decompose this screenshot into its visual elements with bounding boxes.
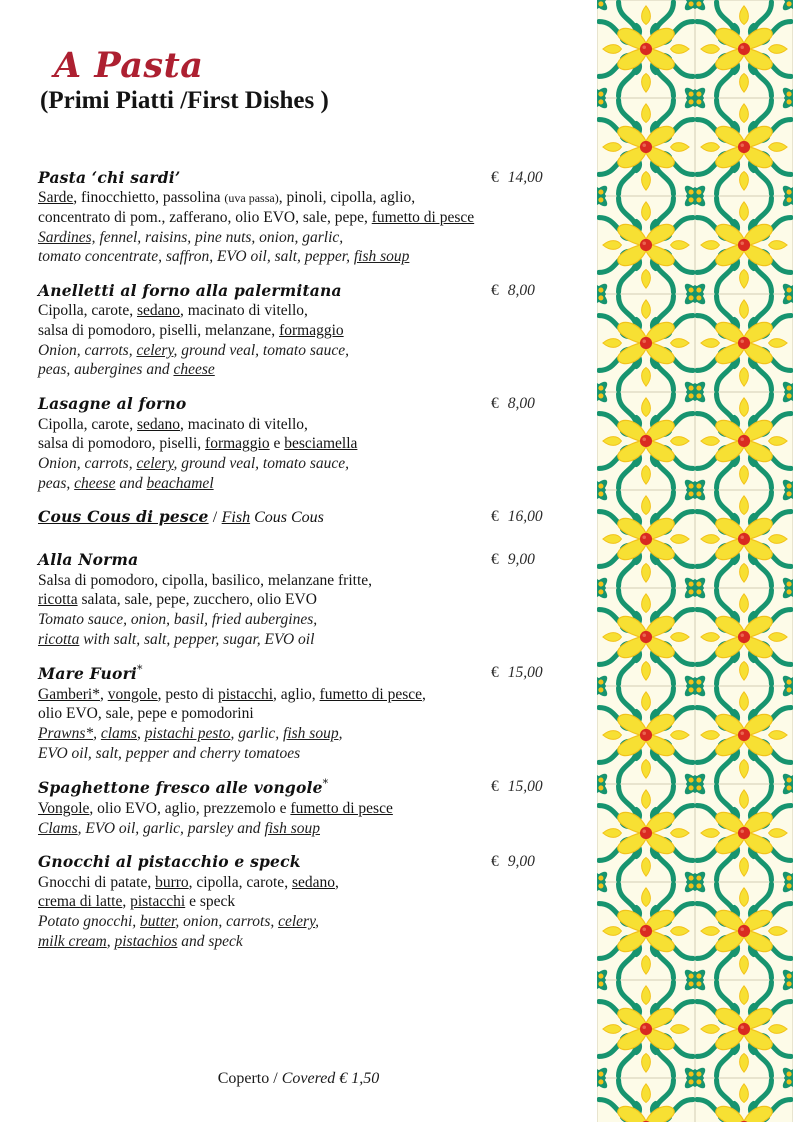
dish-header bbox=[38, 507, 563, 528]
dish-name-text: Spaghettone fresco alle vongole bbox=[38, 778, 323, 798]
dish-header bbox=[38, 777, 563, 798]
dish-header bbox=[38, 550, 563, 569]
majolica-tile bbox=[597, 294, 695, 392]
dish-name-en: Fish Cous Cous bbox=[221, 509, 324, 527]
dish-header bbox=[38, 852, 563, 871]
dish-name-text: Alla Norma bbox=[38, 550, 139, 570]
currency-symbol: € bbox=[491, 778, 499, 796]
dish-name bbox=[38, 394, 186, 413]
price-value: 15,00 bbox=[507, 778, 543, 796]
dish-description-en: Clams, EVO oil, garlic, parsley and fish soup bbox=[38, 819, 320, 837]
dish-item bbox=[38, 663, 563, 763]
price-value: 14,00 bbox=[507, 169, 543, 186]
dish-item bbox=[38, 168, 563, 267]
dish-name-text: Gnocchi al pistacchio e speck bbox=[38, 852, 301, 872]
currency-symbol: € bbox=[491, 508, 499, 526]
dish-description-it: Gnocchi di patate, burro, cipolla, carote, sedano, crema di latte, pistacchi e speck bbox=[38, 873, 339, 911]
dish-price bbox=[491, 281, 563, 300]
dish-price bbox=[491, 168, 563, 187]
majolica-tile bbox=[695, 392, 793, 490]
dish-price bbox=[491, 852, 563, 871]
allergen-asterisk: * bbox=[137, 663, 143, 677]
cover-charge-note bbox=[0, 1070, 597, 1088]
dish-header bbox=[38, 394, 563, 413]
currency-symbol: € bbox=[491, 853, 499, 871]
dish-description-en: Sardines, fennel, raisins, pine nuts, onion, garlic, tomato concentrate, saffron, EVO oil, salt, pepper, fish soup bbox=[38, 228, 410, 266]
dish-name bbox=[38, 663, 143, 684]
dish-name-text: Pasta ‘chi sardi’ bbox=[38, 168, 181, 187]
dish-name-text: Anelletti al forno alla palermitana bbox=[38, 281, 342, 301]
dish-name-text: Cous Cous di pesce bbox=[38, 507, 209, 527]
dish-price bbox=[491, 550, 563, 569]
currency-symbol: € bbox=[491, 551, 499, 569]
currency-symbol: € bbox=[491, 395, 499, 413]
dish-description-it: Cipolla, carote, sedano, macinato di vitello, salsa di pomodoro, piselli, melanzane, formaggio bbox=[38, 302, 344, 340]
dish-description-it: Vongole, olio EVO, aglio, prezzemolo e fumetto di pesce bbox=[38, 800, 393, 817]
dish-header bbox=[38, 168, 563, 187]
majolica-tile bbox=[695, 196, 793, 294]
dish-description-en: Onion, carrots, celery, ground veal, tomato sauce, peas, cheese and beachamel bbox=[38, 454, 349, 492]
majolica-tile bbox=[695, 294, 793, 392]
majolica-tile bbox=[695, 882, 793, 980]
majolica-tile bbox=[597, 0, 695, 98]
dish-item bbox=[38, 394, 563, 493]
majolica-tile bbox=[597, 392, 695, 490]
name-separator: / bbox=[208, 509, 222, 527]
majolica-tile bbox=[695, 980, 793, 1078]
majolica-tile bbox=[695, 0, 793, 98]
majolica-tile bbox=[597, 1078, 695, 1122]
decorative-tile-column bbox=[597, 0, 793, 1122]
page-title: A Pasta bbox=[54, 45, 204, 86]
price-value: 15,00 bbox=[507, 664, 543, 682]
dish-price bbox=[491, 777, 563, 796]
currency-symbol: € bbox=[491, 169, 499, 186]
majolica-tile bbox=[597, 98, 695, 196]
dish-item bbox=[38, 777, 563, 838]
dish-name bbox=[38, 777, 328, 798]
majolica-tile bbox=[695, 98, 793, 196]
majolica-tile bbox=[695, 490, 793, 588]
dish-name-text: Mare Fuori bbox=[38, 664, 138, 684]
majolica-tile bbox=[597, 980, 695, 1078]
page-subtitle: (Primi Piatti /First Dishes ) bbox=[40, 86, 329, 114]
dish-description-en: Onion, carrots, celery, ground veal, tomato sauce, peas, aubergines and cheese bbox=[38, 341, 349, 379]
dish-description-it: Gamberi*, vongole, pesto di pistacchi, aglio, fumetto di pesce, olio EVO, sale, pepe e pomodorini bbox=[38, 685, 426, 723]
cover-charge-price: € 1,50 bbox=[339, 1070, 380, 1087]
dish-item bbox=[38, 281, 563, 380]
price-value: 9,00 bbox=[507, 853, 535, 871]
majolica-tile bbox=[695, 588, 793, 686]
price-value: 8,00 bbox=[507, 282, 535, 300]
majolica-tile bbox=[597, 882, 695, 980]
dish-price bbox=[491, 394, 563, 413]
dish-description-en: Potato gnocchi, butter, onion, carrots, celery, milk cream, pistachios and speck bbox=[38, 913, 319, 950]
dish-description-en: Prawns*, clams, pistachi pesto, garlic, fish soup, EVO oil, salt, pepper and cherry tomatoes bbox=[38, 725, 343, 762]
dish-description-it: Cipolla, carote, sedano, macinato di vitello, salsa di pomodoro, piselli, formaggio e besciamella bbox=[38, 415, 358, 453]
menu-header bbox=[40, 45, 560, 114]
cover-charge-label-en: Covered bbox=[281, 1070, 336, 1087]
majolica-tile bbox=[695, 784, 793, 882]
majolica-tile bbox=[695, 686, 793, 784]
dish-item bbox=[38, 550, 563, 649]
dish-name-text: Lasagne al forno bbox=[38, 394, 187, 414]
price-value: 16,00 bbox=[507, 508, 543, 526]
dish-description-it: Salsa di pomodoro, cipolla, basilico, melanzane fritte, ricotta salata, sale, pepe, zucchero, olio EVO bbox=[38, 571, 373, 609]
majolica-tile bbox=[695, 1078, 793, 1122]
dish-name bbox=[38, 168, 180, 187]
price-value: 9,00 bbox=[507, 551, 535, 569]
cover-charge-label-it: Coperto bbox=[217, 1070, 270, 1087]
currency-symbol: € bbox=[491, 282, 499, 300]
dish-name bbox=[38, 281, 342, 300]
dish-item bbox=[38, 852, 563, 951]
dish-header bbox=[38, 663, 563, 684]
dish-name bbox=[38, 507, 324, 528]
dish-header bbox=[38, 281, 563, 300]
dish-description-en: Tomato sauce, onion, basil, fried aubergines, ricotta with salt, salt, pepper, sugar, EVO oil bbox=[38, 610, 318, 648]
dish-price bbox=[491, 663, 563, 682]
majolica-tile bbox=[597, 588, 695, 686]
majolica-tile bbox=[597, 784, 695, 882]
allergen-asterisk: * bbox=[322, 777, 329, 791]
dish-name bbox=[38, 550, 138, 569]
majolica-tile bbox=[597, 196, 695, 294]
dish-price bbox=[491, 507, 563, 526]
majolica-tile bbox=[597, 686, 695, 784]
dish-name bbox=[38, 852, 301, 871]
dish-description-it: Sarde, finocchietto, passolina (uva passa), pinoli, cipolla, aglio, concentrato di pom., zafferano, olio EVO, sale, pepe, fumetto di pesce bbox=[38, 189, 475, 227]
cover-charge-separator: / bbox=[269, 1070, 282, 1087]
dish-item bbox=[38, 507, 563, 528]
price-value: 8,00 bbox=[507, 395, 535, 413]
majolica-tile bbox=[597, 490, 695, 588]
dish-list bbox=[38, 168, 563, 965]
currency-symbol: € bbox=[491, 664, 499, 682]
